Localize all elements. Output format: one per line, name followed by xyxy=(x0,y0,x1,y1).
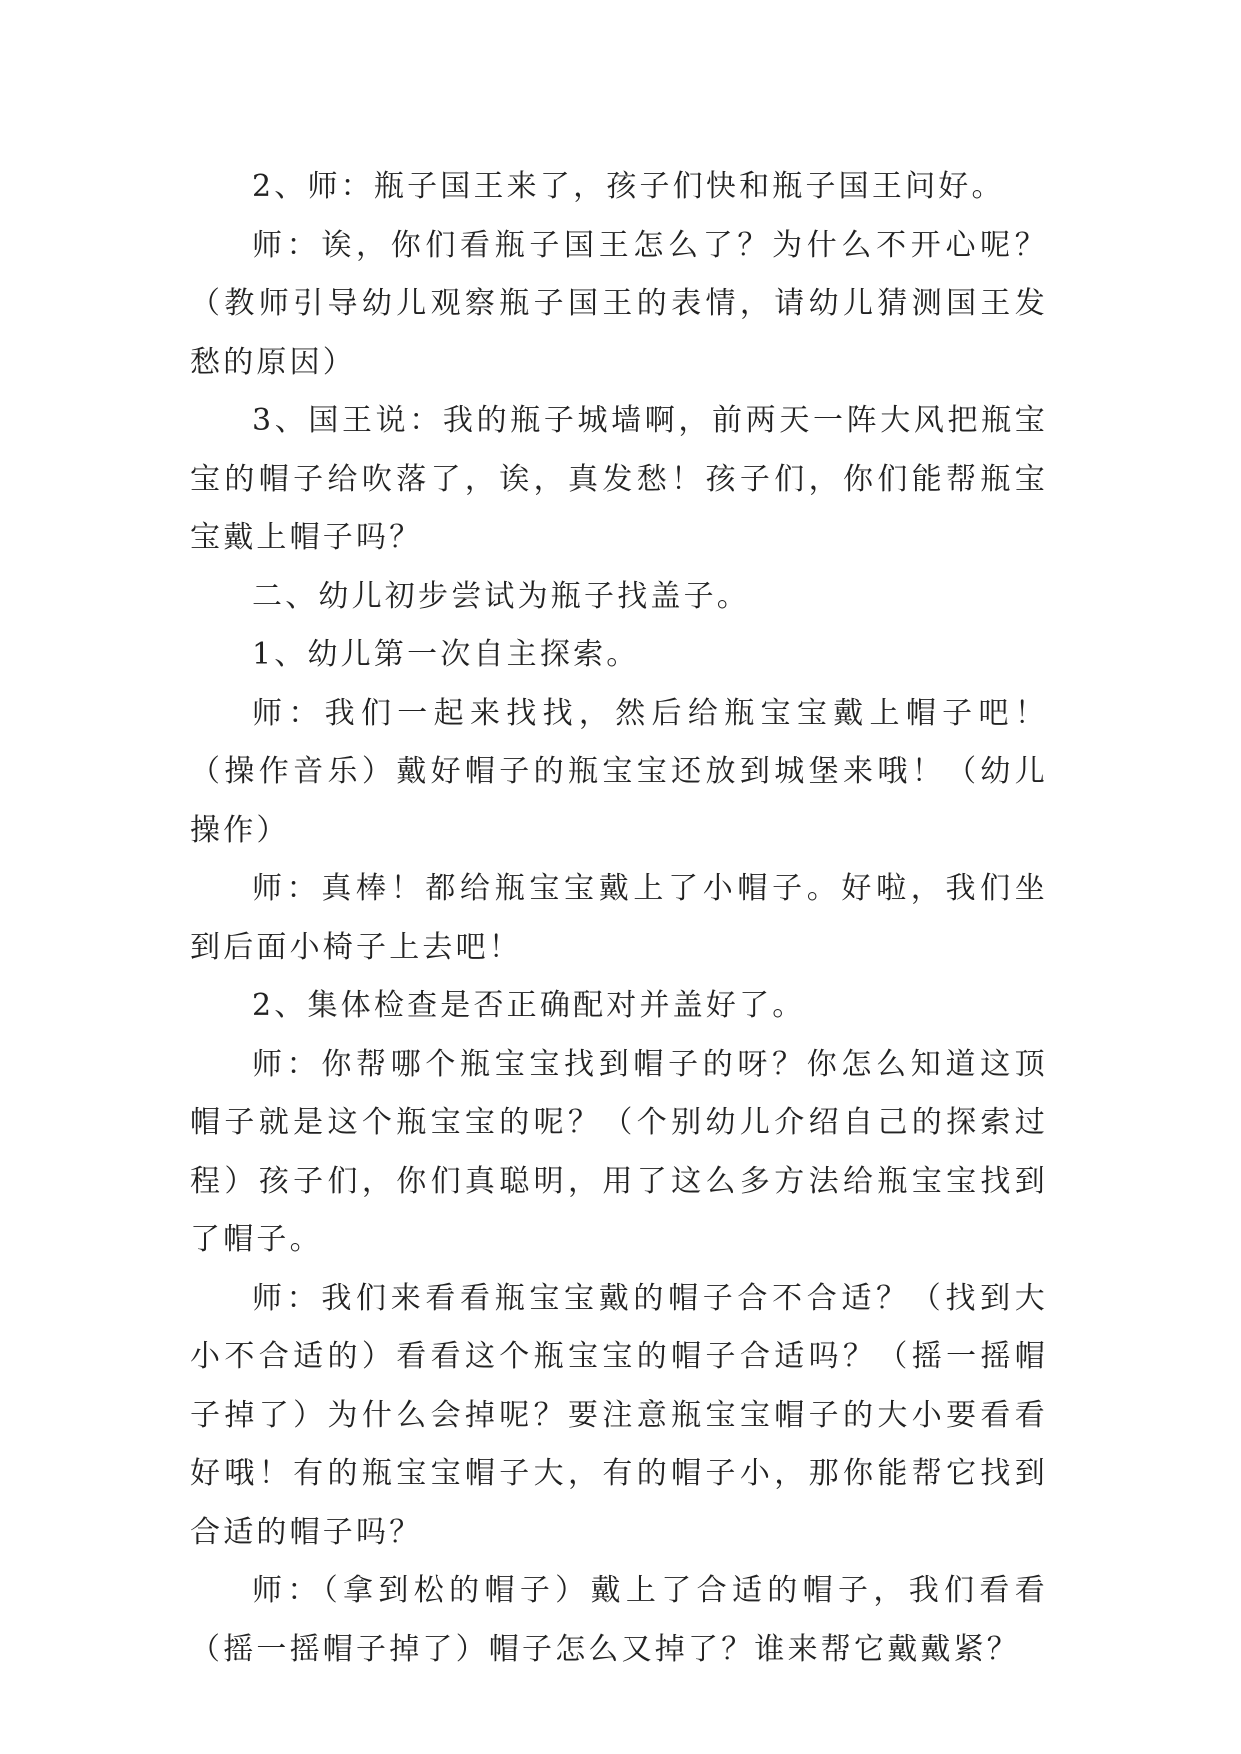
paragraph: 师：真棒！都给瓶宝宝戴上了小帽子。好啦，我们坐到后面小椅子上去吧！ xyxy=(190,871,1048,965)
paragraph: 1、幼儿第一次自主探索。 xyxy=(252,637,640,672)
paragraph: 师：诶，你们看瓶子国王怎么了？为什么不开心呢？（教师引导幼儿观察瓶子国王的表情，请幼儿猜测国王发愁的原因） xyxy=(190,227,1048,380)
paragraph: 师：（拿到松的帽子）戴上了合适的帽子，我们看看（摇一摇帽子掉了）帽子怎么又掉了？谁来帮它戴戴紧？ xyxy=(190,1573,1048,1667)
paragraph: 2、集体检查是否正确配对并盖好了。 xyxy=(252,988,806,1023)
paragraph: 师：我们来看看瓶宝宝戴的帽子合不合适？（找到大小不合适的）看看这个瓶宝宝的帽子合适吗？（摇一摇帽子掉了）为什么会掉呢？要注意瓶宝宝帽子的大小要看看好哦！有的瓶宝宝帽子大，有的帽子小，那你能帮它找到合适的帽子吗？ xyxy=(190,1280,1048,1550)
document-body xyxy=(190,158,1048,1679)
paragraph: 2、师：瓶子国王来了，孩子们快和瓶子国王问好。 xyxy=(252,169,1005,204)
paragraph: 师：我们一起来找找，然后给瓶宝宝戴上帽子吧！（操作音乐）戴好帽子的瓶宝宝还放到城堡来哦！（幼儿操作） xyxy=(190,695,1048,848)
paragraph: 二、幼儿初步尝试为瓶子找盖子。 xyxy=(252,578,750,614)
paragraph: 师：你帮哪个瓶宝宝找到帽子的呀？你怎么知道这顶帽子就是这个瓶宝宝的呢？（个别幼儿介绍自己的探索过程）孩子们，你们真聪明，用了这么多方法给瓶宝宝找到了帽子。 xyxy=(190,1046,1048,1257)
paragraph: 3、国王说：我的瓶子城墙啊，前两天一阵大风把瓶宝宝的帽子给吹落了，诶，真发愁！孩子们，你们能帮瓶宝宝戴上帽子吗？ xyxy=(190,403,1048,555)
